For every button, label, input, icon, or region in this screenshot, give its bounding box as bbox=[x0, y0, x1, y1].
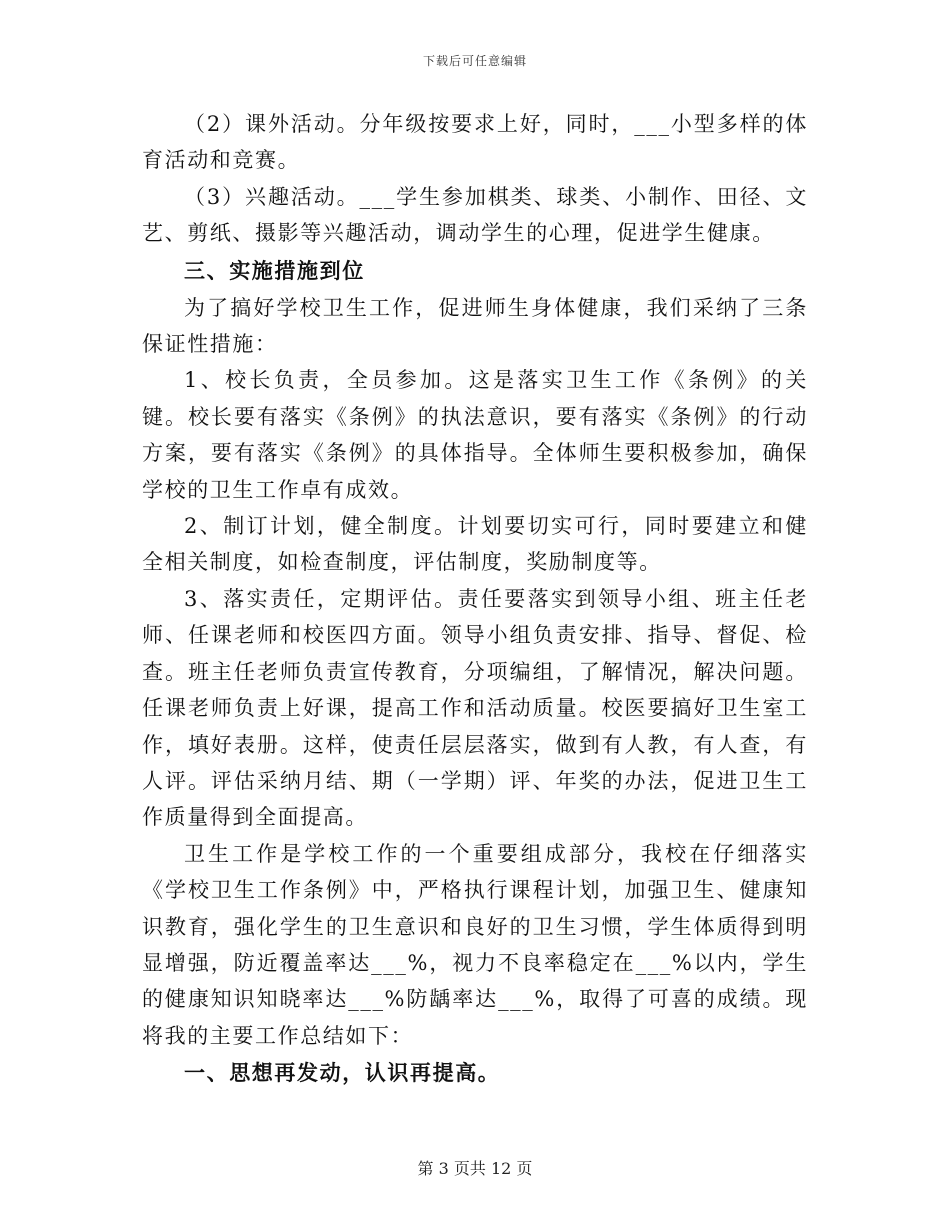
section-heading-measures: 三、实施措施到位 bbox=[184, 257, 365, 283]
paragraph-measure-2: 2、制订计划，健全制度。计划要切实可行，同时要建立和健全相关制度，如检查制度，评估制度，奖励制度等。 bbox=[142, 514, 808, 575]
paragraph-measure-1: 1、校长负责，全员参加。这是落实卫生工作《条例》的关键。校长要有落实《条例》的执法意识，要有落实《条例》的行动方案，要有落实《条例》的具体指导。全体师生要积极参加，确保学校的卫生工作卓有成效。 bbox=[142, 368, 808, 502]
page-header: 下载后可任意编辑 bbox=[422, 54, 527, 68]
section-heading-thinking: 一、思想再发动，认识再提高。 bbox=[184, 1060, 501, 1086]
paragraph-extracurricular: （2）课外活动。分年级按要求上好，同时，___小型多样的体育活动和竞赛。 bbox=[142, 112, 808, 173]
paragraph-interest-activities: （3）兴趣活动。___学生参加棋类、球类、小制作、田径、文艺、剪纸、摄影等兴趣活动，调动学生的心理，促进学生健康。 bbox=[142, 184, 808, 246]
document-body bbox=[142, 106, 808, 1092]
paragraph-summary: 卫生工作是学校工作的一个重要组成部分，我校在仔细落实《学校卫生工作条例》中，严格执行课程计划，加强卫生、健康知识教育，强化学生的卫生意识和良好的卫生习惯，学生体质得到明显增强，防近覆盖率达___%，视力不良率稳定在___%以内，学生的健康知识知晓率达___%防龋率达___%，取得了可喜的成绩。现将我的主要工作总结如下： bbox=[142, 841, 808, 1048]
page-number: 第 3 页共 12 页 bbox=[417, 1159, 533, 1178]
paragraph-measure-3: 3、落实责任，定期评估。责任要落实到领导小组、班主任老师、任课老师和校医四方面。领导小组负责安排、指导、督促、检查。班主任老师负责宣传教育，分项编组，了解情况，解决问题。任课老师负责上好课，提高工作和活动质量。校医要搞好卫生室工作，填好表册。这样，使责任层层落实，做到有人教，有人查，有人评。评估采纳月结、期（一学期）评、年奖的办法，促进卫生工作质量得到全面提高。 bbox=[142, 586, 808, 830]
paragraph-measures-intro: 为了搞好学校卫生工作，促进师生身体健康，我们采纳了三条保证性措施： bbox=[142, 295, 808, 357]
